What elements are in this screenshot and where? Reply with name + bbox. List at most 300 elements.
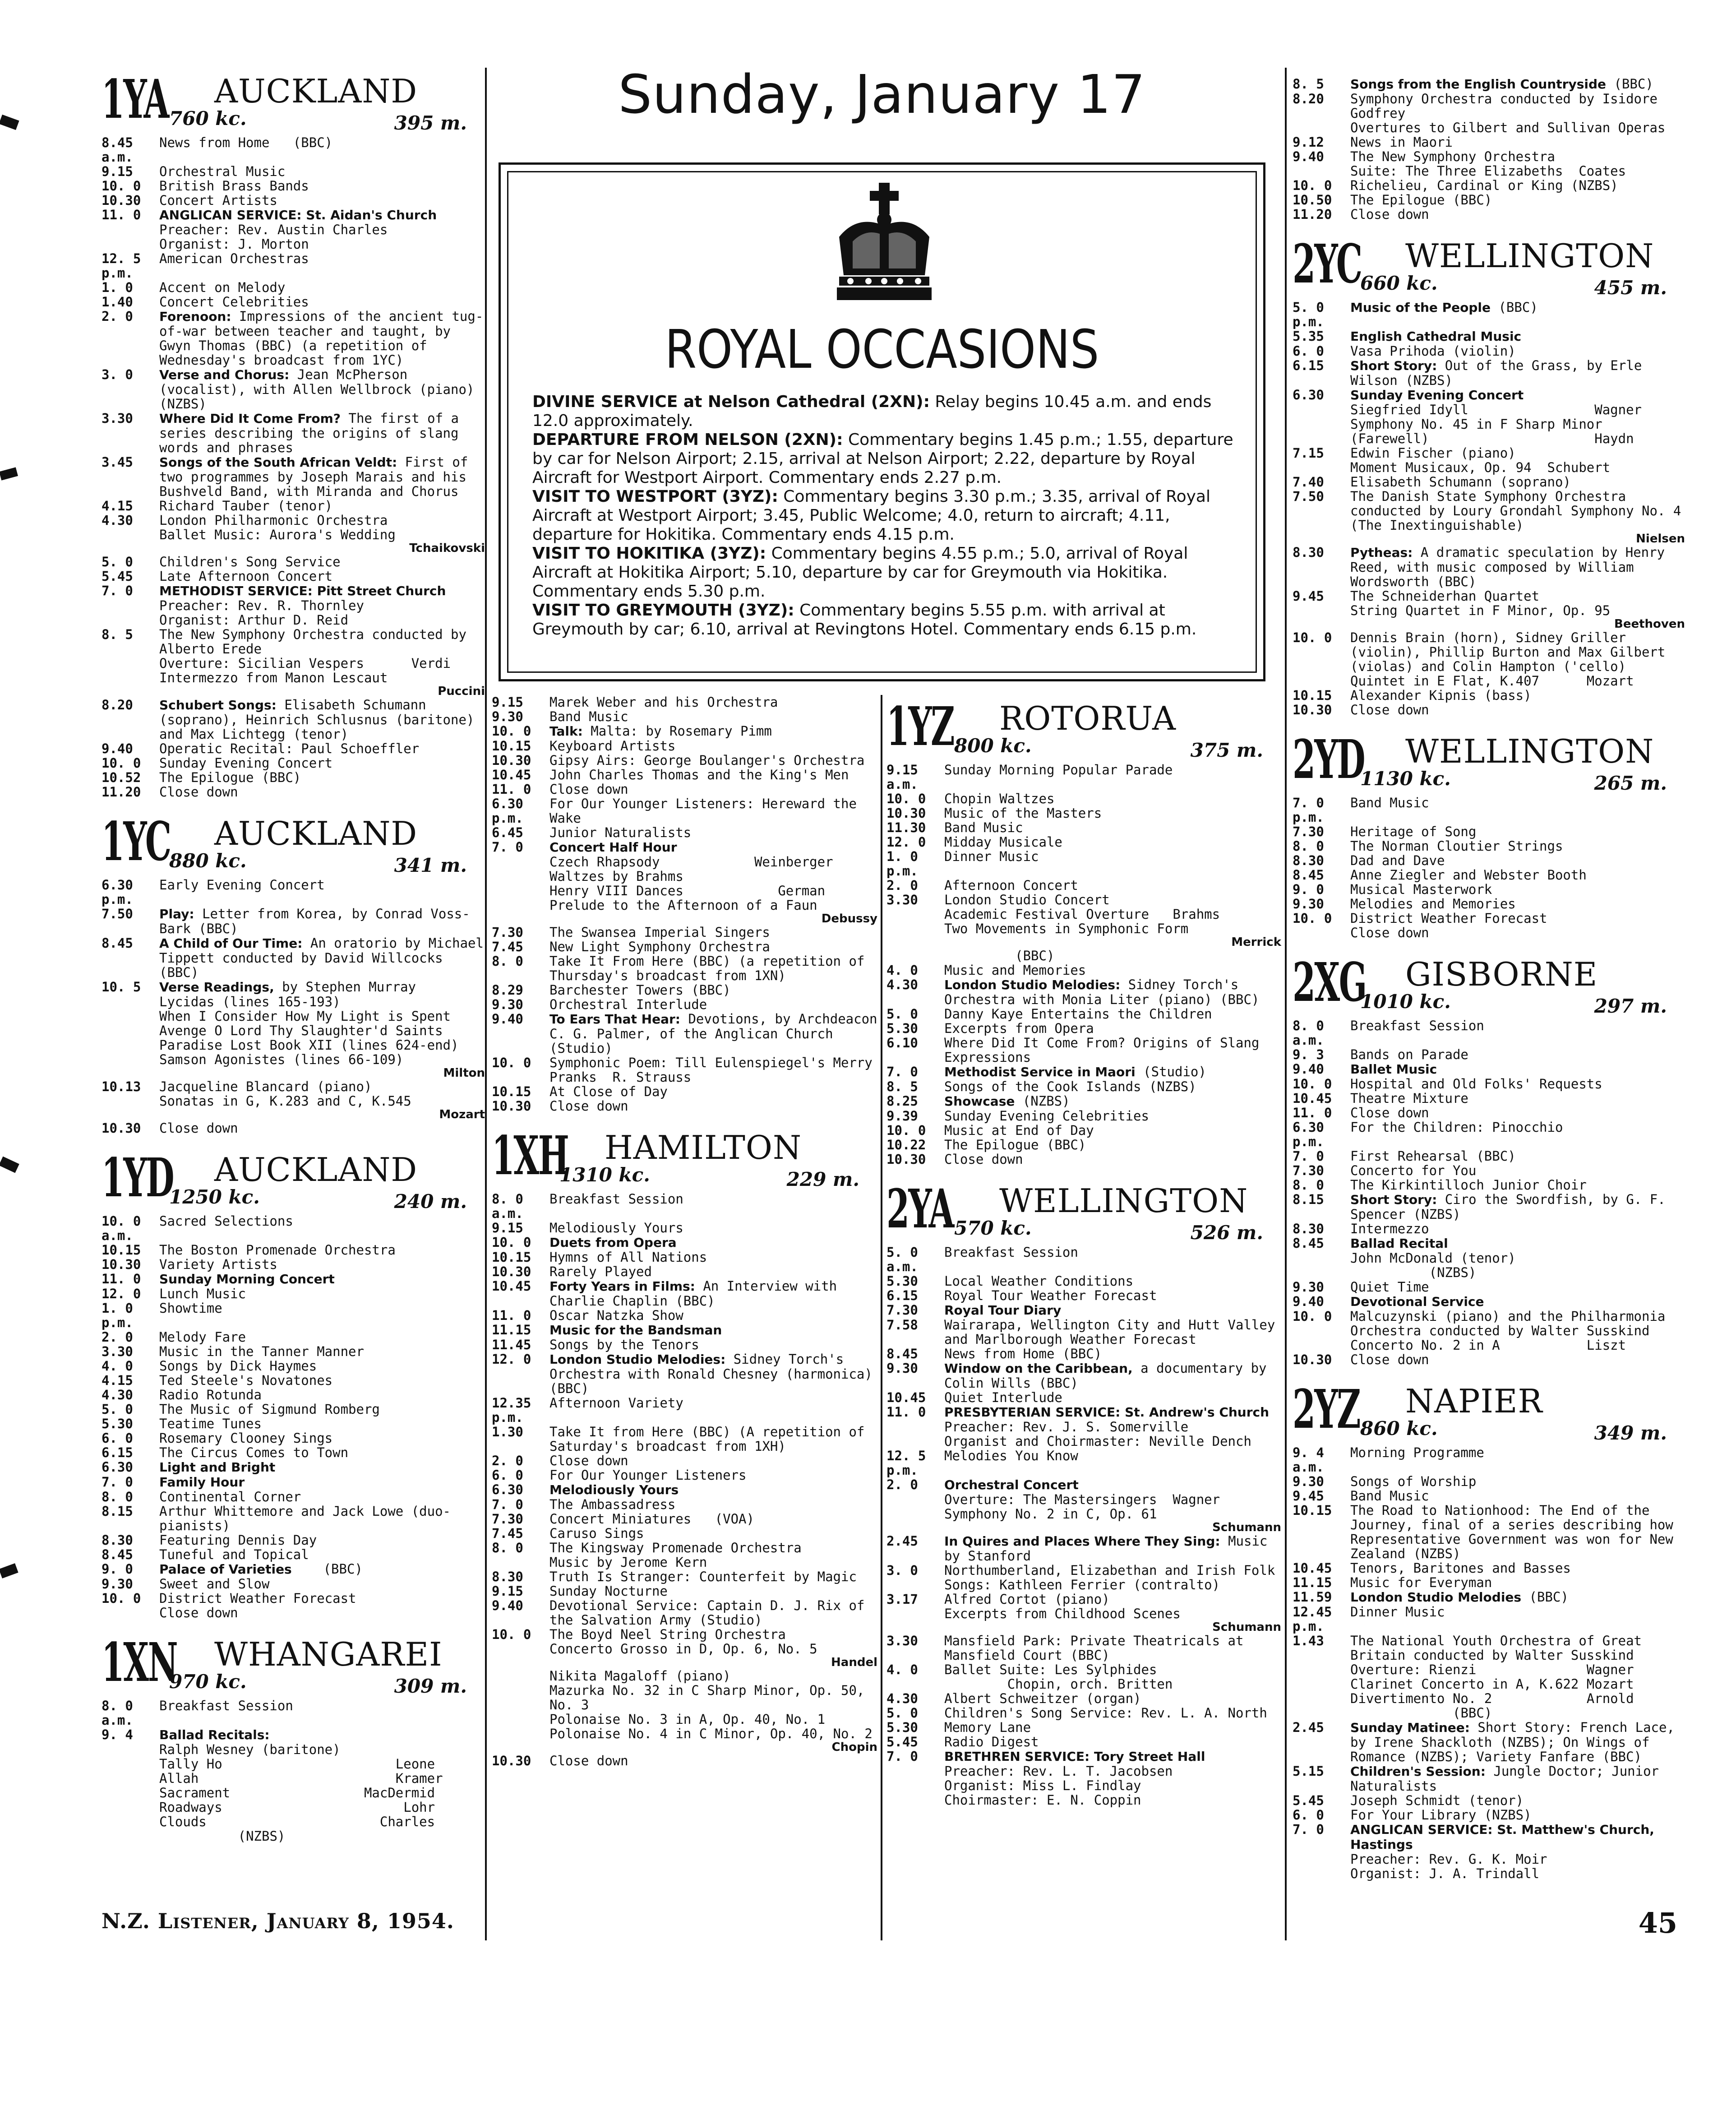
programme-time: 10.30 bbox=[492, 1753, 531, 1768]
programme-title bbox=[1350, 1474, 1685, 1489]
programme-time: 10. 0 bbox=[102, 755, 141, 771]
programme-time: 12. 0 bbox=[102, 1286, 141, 1301]
programme-detail: Overtures to Gilbert and Sullivan Operas bbox=[1350, 120, 1666, 135]
programme-title bbox=[549, 695, 877, 709]
scan-mark bbox=[0, 115, 19, 130]
programme-desc: Gipsy Airs: George Boulanger's Orchestra bbox=[549, 753, 865, 768]
programme-desc: Musical Masterwork bbox=[1350, 882, 1492, 897]
station-wavelength: 265 m. bbox=[1594, 772, 1667, 794]
programme-desc: The Boyd Neel String Orchestra bbox=[549, 1627, 786, 1642]
programme-line bbox=[102, 455, 485, 499]
programme-desc: News in Maori bbox=[1350, 134, 1453, 150]
programme-detail: Lycidas (lines 165-193) bbox=[159, 994, 341, 1009]
programme-title bbox=[159, 1359, 485, 1373]
programme-desc: Malcuzynski (piano) and the Philharmonia Orchestra conducted by Walter Susskind bbox=[1350, 1309, 1673, 1338]
programme-title bbox=[159, 193, 485, 208]
station-wavelength: 341 m. bbox=[394, 854, 467, 876]
programme-title bbox=[1350, 1309, 1685, 1338]
programme-time: 10.15 bbox=[492, 1084, 531, 1099]
programme-title bbox=[159, 1079, 485, 1094]
programme-detail: Preacher: Rev. G. K. Moir bbox=[1350, 1851, 1547, 1867]
programme-line bbox=[102, 513, 485, 528]
programme-time: 4.15 bbox=[102, 498, 133, 514]
programme-title bbox=[159, 569, 485, 583]
programme-entry bbox=[492, 1396, 877, 1425]
programme-desc: Close down bbox=[159, 784, 238, 800]
programme-desc: Hospital and Old Folks' Requests bbox=[1350, 1076, 1602, 1092]
programme-line bbox=[1293, 1808, 1685, 1822]
programme-title bbox=[1350, 911, 1685, 926]
programme-entry bbox=[886, 878, 1281, 893]
programme-line bbox=[1293, 1077, 1685, 1091]
programme-detail: Czech Rhapsody Weinberger bbox=[549, 854, 833, 870]
programme-entry bbox=[102, 627, 485, 698]
programme-line bbox=[1293, 1634, 1685, 1662]
programme-time: 7.45 bbox=[492, 1526, 523, 1541]
programme-desc: (BBC) bbox=[1606, 76, 1653, 92]
programme-entry bbox=[102, 411, 485, 455]
programme-time: 3.30 bbox=[886, 892, 918, 907]
programme-entry bbox=[492, 1541, 877, 1569]
programme-entry bbox=[102, 1402, 485, 1416]
programme-line bbox=[1293, 545, 1685, 589]
programme-title bbox=[549, 1352, 881, 1396]
programme-detail: Paradise Lost Book XII (lines 624-end) bbox=[159, 1037, 459, 1053]
programme-desc: Sunday Morning Popular Parade bbox=[944, 762, 1173, 778]
programme-line bbox=[1293, 475, 1685, 489]
programme-desc: Nikita Magaloff (piano) bbox=[549, 1668, 731, 1684]
programme-time: 10. 0 bbox=[1293, 1309, 1332, 1324]
programme-time: 10.45 bbox=[1293, 1091, 1332, 1106]
programme-list bbox=[1293, 300, 1689, 717]
programme-time: 8. 0 a.m. bbox=[1293, 1018, 1324, 1048]
programme-time: 9. 4 bbox=[102, 1727, 133, 1742]
programme-title bbox=[944, 1534, 1281, 1563]
programme-line bbox=[492, 1669, 877, 1683]
programme-entry bbox=[492, 1264, 877, 1279]
programme-title bbox=[1350, 1561, 1685, 1575]
programme-time: 10.45 bbox=[886, 1390, 926, 1405]
programme-feature: BRETHREN SERVICE: Tory Street Hall bbox=[944, 1749, 1205, 1764]
programme-time: 6.30 bbox=[1293, 387, 1324, 403]
programme-time: 9.40 bbox=[102, 741, 133, 756]
programme-entry bbox=[492, 695, 877, 709]
programme-desc: Truth Is Stranger: Counterfeit by Magic bbox=[549, 1569, 857, 1584]
programme-title bbox=[159, 513, 485, 528]
programme-entry bbox=[102, 1445, 485, 1460]
programme-feature: Light and Bright bbox=[159, 1460, 276, 1475]
programme-line bbox=[492, 1468, 877, 1482]
programme-desc: Lunch Music bbox=[159, 1286, 246, 1301]
programme-entry bbox=[102, 164, 485, 179]
programme-line bbox=[886, 1361, 1281, 1390]
programme-title bbox=[549, 1192, 877, 1221]
programme-detail: Clouds Charles bbox=[159, 1814, 435, 1829]
programme-entry bbox=[492, 1221, 877, 1235]
programme-line bbox=[102, 1243, 485, 1257]
programme-desc: Close down bbox=[944, 1152, 1023, 1167]
programme-line bbox=[492, 768, 877, 782]
programme-entry bbox=[1293, 1793, 1685, 1808]
programme-time: 10.22 bbox=[886, 1137, 926, 1153]
station-wavelength: 297 m. bbox=[1594, 995, 1667, 1017]
programme-feature: Orchestral Concert bbox=[944, 1477, 1079, 1492]
programme-title bbox=[159, 555, 485, 569]
programme-desc: Caruso Sings bbox=[549, 1526, 644, 1541]
programme-entry bbox=[1293, 1062, 1685, 1077]
programme-entry bbox=[492, 1425, 877, 1453]
programme-time: 2.45 bbox=[1293, 1720, 1324, 1735]
station-callsign: 2YA bbox=[886, 1177, 953, 1240]
programme-title bbox=[1350, 1106, 1685, 1120]
programme-desc: a documentary by Colin Wills (BBC) bbox=[944, 1361, 1274, 1391]
programme-desc: For Our Younger Listeners bbox=[549, 1467, 747, 1483]
programme-entry bbox=[102, 1699, 485, 1727]
programme-time: 2.45 bbox=[886, 1533, 918, 1549]
programme-desc: The Ambassadress bbox=[549, 1497, 676, 1512]
programme-desc: First Rehearsal (BBC) bbox=[1350, 1148, 1516, 1164]
programme-title bbox=[944, 1691, 1281, 1706]
programme-line bbox=[1293, 149, 1685, 164]
programme-entry bbox=[102, 135, 485, 164]
programme-title bbox=[1350, 300, 1685, 329]
programme-title bbox=[1350, 388, 1685, 403]
programme-title bbox=[159, 1330, 485, 1344]
programme-title bbox=[944, 1477, 1281, 1492]
programme-line bbox=[886, 806, 1281, 820]
programme-time: 5.30 bbox=[886, 1021, 918, 1036]
programme-desc: The first of a series describing the origins of slang words and phrases bbox=[159, 411, 467, 455]
programme-time: 8.25 bbox=[886, 1093, 918, 1109]
programme-title bbox=[1350, 489, 1689, 533]
royal-occasion-lead: DIVINE SERVICE at Nelson Cathedral (2XN): bbox=[532, 393, 930, 411]
programme-line bbox=[102, 1504, 485, 1533]
programme-entry bbox=[492, 1308, 877, 1323]
programme-entry bbox=[1293, 688, 1685, 703]
programme-title bbox=[944, 1036, 1281, 1065]
programme-line bbox=[492, 1569, 877, 1584]
programme-title bbox=[1350, 1222, 1685, 1236]
programme-detail: String Quartet in F Minor, Op. 95 bbox=[1350, 603, 1611, 618]
programme-detail: Concerto No. 2 in A Liszt bbox=[1350, 1338, 1626, 1353]
programme-time: 11.15 bbox=[492, 1322, 531, 1338]
programme-line bbox=[1293, 796, 1685, 824]
royal-occasion-text: Commentary begins 3.30 p.m.; 3.35, arrival of Royal Aircraft at Westport Airport; 3.45, Public Welcome; 4.0, return to aircraft; 4.11, departure for Hokitika. Commentary ends 4.15 p.m. bbox=[532, 487, 1210, 544]
programme-line bbox=[1293, 1720, 1685, 1764]
programme-line bbox=[492, 1453, 877, 1468]
programme-title bbox=[159, 1699, 485, 1727]
column-2 bbox=[492, 694, 885, 1768]
programme-line bbox=[1293, 1474, 1685, 1489]
programme-desc: Ballet Suite: Les Sylphides bbox=[944, 1662, 1157, 1677]
programme-line bbox=[1293, 1575, 1685, 1590]
programme-title bbox=[944, 1361, 1281, 1390]
programme-entry bbox=[102, 1079, 485, 1121]
programme-entry bbox=[1293, 1309, 1685, 1352]
programme-desc: Children's Song Service: Rev. L. A. North bbox=[944, 1705, 1267, 1721]
programme-title bbox=[944, 849, 1281, 878]
programme-detail: Organist: J. Morton bbox=[159, 236, 309, 252]
programme-detail: Sacrament MacDermid bbox=[159, 1785, 435, 1801]
programme-entry bbox=[492, 1468, 877, 1482]
programme-detail: Close down bbox=[159, 1605, 238, 1620]
programme-entry bbox=[1293, 1634, 1685, 1720]
programme-entry bbox=[102, 907, 485, 936]
programme-time: 10. 0 bbox=[1293, 1076, 1332, 1092]
page-number: 45 bbox=[1638, 1907, 1677, 1939]
station-header bbox=[102, 68, 485, 135]
programme-title bbox=[944, 893, 1281, 907]
programme-title bbox=[1350, 1822, 1685, 1852]
programme-line bbox=[886, 835, 1281, 849]
programme-desc: Band Music bbox=[549, 709, 628, 724]
programme-title bbox=[549, 739, 877, 753]
programme-detail: Overture: Sicilian Vespers Verdi bbox=[159, 656, 451, 671]
programme-entry bbox=[1293, 135, 1685, 149]
programme-time: 3.30 bbox=[886, 1633, 918, 1648]
programme-title bbox=[549, 825, 877, 840]
programme-title bbox=[1350, 1091, 1685, 1106]
station-frequency: 970 kc. bbox=[169, 1671, 247, 1693]
programme-entry bbox=[102, 935, 492, 980]
programme-entry bbox=[886, 820, 1281, 835]
programme-time: 10.30 bbox=[886, 805, 926, 821]
programme-entry bbox=[492, 1669, 877, 1754]
programme-desc: Close down bbox=[1350, 1105, 1429, 1120]
programme-time bbox=[492, 1669, 549, 1683]
programme-line bbox=[492, 1011, 885, 1056]
programme-title bbox=[1350, 1062, 1685, 1077]
programme-time: 6.15 bbox=[102, 1445, 133, 1460]
programme-title bbox=[549, 1541, 877, 1555]
programme-time: 12. 0 bbox=[886, 834, 926, 850]
programme-entry bbox=[1293, 1503, 1685, 1561]
programme-desc: Where Did It Come From? Origins of Slang Expressions bbox=[944, 1035, 1267, 1065]
programme-title bbox=[1350, 1503, 1685, 1561]
programme-time: 6. 0 bbox=[492, 1467, 523, 1483]
programme-line bbox=[492, 840, 877, 855]
programme-line bbox=[1293, 1352, 1685, 1367]
composer-credit: Handel bbox=[831, 1656, 877, 1669]
royal-occasion-lead: VISIT TO HOKITIKA (3YZ): bbox=[532, 544, 766, 563]
composer-credit: Schumann bbox=[1212, 1620, 1281, 1634]
programme-line bbox=[886, 1303, 1281, 1318]
programme-feature: English Cathedral Music bbox=[1350, 329, 1522, 344]
programme-entry bbox=[1293, 1575, 1685, 1590]
programme-desc: The New Symphony Orchestra conducted by Alberto Erede bbox=[159, 627, 475, 657]
programme-entry bbox=[886, 849, 1281, 878]
programme-title bbox=[159, 1431, 485, 1445]
programme-line bbox=[102, 1533, 485, 1547]
column-rule-3 bbox=[1285, 68, 1287, 1940]
programme-entry bbox=[1293, 358, 1685, 388]
programme-line bbox=[102, 1402, 485, 1416]
programme-time: 9.40 bbox=[492, 1598, 523, 1613]
programme-time: 9.40 bbox=[1293, 1294, 1324, 1309]
programme-desc: Joseph Schmidt (tenor) bbox=[1350, 1793, 1524, 1808]
programme-line bbox=[102, 1490, 485, 1504]
programme-title bbox=[944, 1007, 1281, 1021]
programme-line bbox=[492, 1084, 877, 1099]
programme-entry bbox=[1293, 329, 1685, 344]
programme-time: 10. 5 bbox=[102, 979, 141, 995]
programme-line bbox=[492, 925, 877, 940]
programme-detail: Academic Festival Overture Brahms bbox=[944, 907, 1220, 922]
programme-entry bbox=[1293, 193, 1685, 207]
programme-line bbox=[102, 1359, 485, 1373]
programme-title bbox=[944, 977, 1281, 1007]
programme-desc: Dinner Music bbox=[944, 849, 1039, 864]
programme-line bbox=[1293, 911, 1685, 926]
programme-title bbox=[549, 1055, 881, 1085]
programme-entry bbox=[492, 1235, 877, 1250]
programme-line bbox=[102, 1330, 485, 1344]
programme-time: 8.30 bbox=[1293, 1221, 1324, 1236]
programme-entry bbox=[102, 513, 485, 555]
programme-time: 5.30 bbox=[102, 1416, 133, 1431]
programme-time: 10.30 bbox=[492, 1098, 531, 1114]
station-city: WHANGAREI bbox=[214, 1635, 443, 1673]
programme-time: 2. 0 bbox=[492, 1453, 523, 1468]
programme-title bbox=[549, 753, 877, 768]
programme-list bbox=[492, 1191, 881, 1768]
station-header bbox=[492, 1124, 877, 1192]
programme-time: 10. 0 bbox=[886, 791, 926, 806]
composer-credit: Milton bbox=[443, 1066, 485, 1080]
programme-entry bbox=[492, 1338, 877, 1352]
programme-title bbox=[159, 1243, 485, 1257]
programme-time: 10. 0 bbox=[1293, 630, 1332, 645]
programme-entry bbox=[886, 1691, 1281, 1706]
programme-time: 3.30 bbox=[102, 1344, 133, 1359]
programme-time: 7.30 bbox=[886, 1302, 918, 1318]
station-header bbox=[1293, 728, 1685, 796]
programme-time: 10.15 bbox=[492, 1250, 531, 1265]
programme-detail: Suite: The Three Elizabeths Coates bbox=[1350, 163, 1626, 179]
composer-credit: Tchaikovski bbox=[409, 542, 485, 555]
programme-time: 10.15 bbox=[102, 1242, 141, 1258]
station-frequency: 1010 kc. bbox=[1360, 991, 1451, 1013]
programme-desc: The Music of Sigmund Romberg bbox=[159, 1402, 380, 1417]
station-header bbox=[1293, 951, 1685, 1018]
programme-title bbox=[1350, 1445, 1685, 1474]
programme-desc: Songs of the Cook Islands (NZBS) bbox=[944, 1079, 1196, 1094]
programme-title bbox=[1350, 77, 1685, 92]
programme-time: 7. 0 bbox=[886, 1064, 918, 1079]
programme-line bbox=[102, 280, 485, 295]
programme-entry bbox=[492, 1279, 877, 1308]
programme-entry bbox=[1293, 703, 1685, 717]
programme-desc: Mansfield Park: Private Theatricals at Mansfield Court (BBC) bbox=[944, 1633, 1251, 1663]
programme-entry bbox=[1293, 1091, 1685, 1106]
programme-title bbox=[549, 724, 877, 739]
programme-entry bbox=[1293, 853, 1685, 868]
programme-title bbox=[1350, 703, 1685, 717]
programme-desc: Close down bbox=[549, 1453, 628, 1468]
programme-entry bbox=[1293, 1106, 1685, 1120]
programme-desc: Music for Everyman bbox=[1350, 1575, 1492, 1590]
programme-time: 8.45 bbox=[102, 935, 133, 951]
programme-desc: Take It from Here (BBC) (A repetition of Saturday's broadcast from 1XH) bbox=[549, 1424, 873, 1454]
programme-list bbox=[1293, 796, 1685, 940]
programme-time: 10. 0 a.m. bbox=[102, 1213, 141, 1243]
programme-line bbox=[102, 1591, 485, 1606]
programme-entry bbox=[102, 1388, 485, 1402]
programme-line bbox=[102, 741, 485, 756]
programme-title bbox=[159, 1388, 485, 1402]
programme-time: 8.45 bbox=[886, 1346, 918, 1361]
programme-time: 1. 0 p.m. bbox=[886, 849, 918, 879]
royal-occasion-item bbox=[532, 393, 1236, 430]
programme-title bbox=[944, 1449, 1281, 1477]
programme-desc: Elisabeth Schumann (soprano) bbox=[1350, 474, 1571, 490]
column-rule-2 bbox=[881, 695, 882, 1940]
programme-detail: Allah Kramer bbox=[159, 1771, 443, 1786]
programme-entry bbox=[492, 983, 877, 997]
programme-feature: Play: bbox=[159, 907, 194, 921]
programme-time: 6. 0 bbox=[1293, 1807, 1324, 1823]
programme-entry bbox=[886, 763, 1281, 791]
footer-issue: N.Z. Listener, January 8, 1954. bbox=[102, 1909, 454, 1933]
programme-entry bbox=[1293, 92, 1685, 135]
station-city: GISBORNE bbox=[1405, 955, 1598, 993]
programme-line bbox=[492, 695, 877, 709]
station-city: AUCKLAND bbox=[214, 815, 418, 852]
programme-line bbox=[102, 1344, 485, 1359]
programme-title bbox=[549, 1627, 877, 1642]
programme-line bbox=[102, 907, 485, 936]
station-frequency: 570 kc. bbox=[954, 1217, 1032, 1239]
station-header bbox=[886, 1177, 1281, 1245]
programme-line bbox=[886, 878, 1281, 893]
programme-entry bbox=[1293, 882, 1685, 897]
programme-time: 2. 0 bbox=[886, 1477, 918, 1492]
programme-title bbox=[159, 1490, 485, 1504]
programme-time: 4. 0 bbox=[886, 963, 918, 978]
programme-time: 10. 0 bbox=[1293, 178, 1332, 193]
programme-detail: Concerto Grosso in D, Op. 6, No. 5 bbox=[549, 1641, 817, 1657]
station-callsign: 1YA bbox=[102, 68, 168, 130]
programme-desc: Barchester Towers (BBC) bbox=[549, 982, 731, 998]
programme-line bbox=[492, 1323, 877, 1338]
programme-desc: Breakfast Session bbox=[159, 1698, 293, 1713]
programme-desc: The Kirkintilloch Junior Choir bbox=[1350, 1177, 1587, 1193]
composer-credit: Puccini bbox=[438, 685, 485, 698]
programme-title bbox=[1350, 1236, 1685, 1251]
station-header bbox=[102, 1631, 485, 1699]
programme-entry bbox=[492, 1352, 881, 1396]
programme-time: 4. 0 bbox=[102, 1358, 133, 1374]
programme-title bbox=[159, 164, 485, 179]
programme-line bbox=[1293, 1445, 1685, 1474]
programme-entry bbox=[102, 555, 485, 569]
programme-time: 3.45 bbox=[102, 454, 133, 470]
programme-line bbox=[102, 135, 485, 164]
programme-line bbox=[1293, 388, 1685, 403]
programme-title bbox=[944, 1079, 1281, 1094]
programme-line bbox=[886, 1245, 1281, 1274]
programme-title bbox=[549, 796, 877, 825]
programme-title bbox=[944, 963, 1281, 977]
programme-time: 8. 0 bbox=[492, 1540, 523, 1555]
programme-list bbox=[886, 1245, 1281, 1807]
programme-line bbox=[1293, 344, 1685, 358]
programme-line bbox=[102, 756, 485, 770]
programme-title bbox=[159, 627, 485, 656]
programme-desc: Richelieu, Cardinal or King (NZBS) bbox=[1350, 178, 1618, 193]
programme-line bbox=[1293, 1294, 1685, 1309]
programme-line bbox=[102, 1431, 485, 1445]
